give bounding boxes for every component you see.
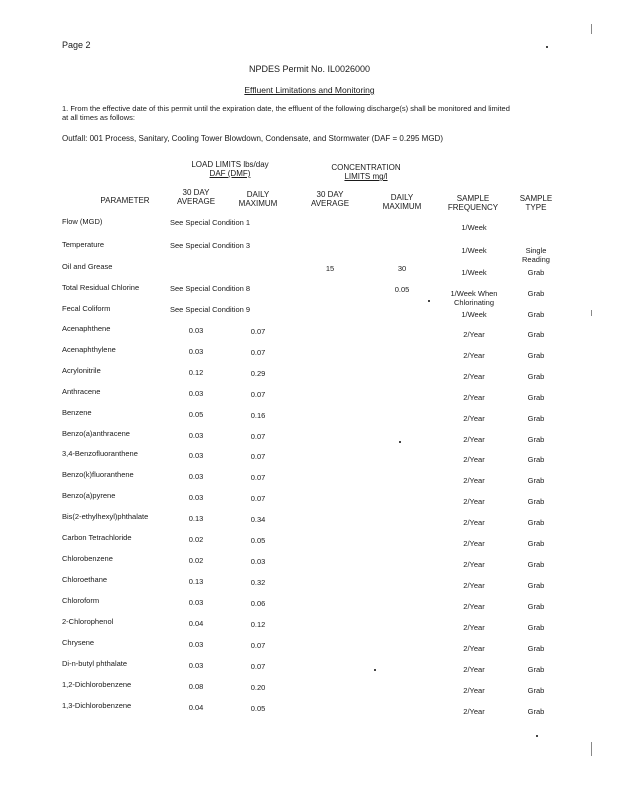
sample-frequency: 1/Week [461, 246, 487, 255]
load-30day-average: 0.02 [188, 535, 204, 544]
parameter-name: Di-n-butyl phthalate [62, 659, 128, 668]
sample-frequency: 2/Year [463, 455, 485, 464]
header-conc-daily-maximum: DAILY MAXIMUM [382, 193, 422, 211]
sample-frequency: 2/Year [463, 581, 485, 590]
header-sample-type: SAMPLE TYPE [519, 194, 553, 212]
sample-frequency: 2/Year [463, 330, 485, 339]
load-30day-average: 0.03 [188, 661, 204, 670]
load-30day-average: 0.03 [188, 640, 204, 649]
load-daily-maximum: 0.07 [250, 348, 266, 357]
sample-frequency: 2/Year [463, 707, 485, 716]
parameter-name: Oil and Grease [62, 262, 113, 271]
sample-type: Grab [527, 707, 545, 716]
header-parameter: PARAMETER [100, 196, 150, 205]
sample-type: Grab [527, 393, 545, 402]
parameter-name: 1,2-Dichlorobenzene [62, 680, 132, 689]
load-daily-maximum: 0.32 [250, 578, 266, 587]
concentration-limits-title: CONCENTRATION [331, 163, 401, 172]
sample-type: Grab [527, 435, 545, 444]
sample-type: Grab [527, 623, 545, 632]
parameter-name: Flow (MGD) [62, 217, 103, 226]
load-30day-average: 0.03 [188, 431, 204, 440]
load-daily-maximum: 0.07 [250, 432, 266, 441]
sample-type: Grab [527, 686, 545, 695]
sample-type: Grab [527, 455, 545, 464]
special-condition-note: See Special Condition 8 [170, 284, 251, 293]
sample-type: Single Reading [522, 246, 550, 264]
load-daily-maximum: 0.07 [250, 327, 266, 336]
sample-frequency: 2/Year [463, 665, 485, 674]
load-30day-average: 0.05 [188, 410, 204, 419]
sample-type: Grab [527, 330, 545, 339]
sample-type: Grab [527, 414, 545, 423]
sample-frequency: 2/Year [463, 623, 485, 632]
parameter-name: Chrysene [62, 638, 95, 647]
sample-frequency: 2/Year [463, 351, 485, 360]
sample-type: Grab [527, 497, 545, 506]
sample-frequency: 1/Week [461, 223, 487, 232]
scan-speck [536, 735, 538, 737]
section-title: Effluent Limitations and Monitoring [244, 85, 375, 95]
parameter-name: Total Residual Chlorine [62, 283, 140, 292]
conc-30day-average: 15 [325, 264, 335, 273]
scan-speck [546, 46, 548, 48]
concentration-limits-subtitle: LIMITS mg/l [344, 172, 388, 181]
parameter-name: Acrylonitrile [62, 366, 101, 375]
load-daily-maximum: 0.29 [250, 369, 266, 378]
scan-edge-mark [591, 24, 592, 34]
parameter-name: Carbon Tetrachloride [62, 533, 132, 542]
sample-frequency: 1/Week [461, 268, 487, 277]
load-daily-maximum: 0.07 [250, 452, 266, 461]
load-daily-maximum: 0.03 [250, 557, 266, 566]
load-30day-average: 0.03 [188, 451, 204, 460]
load-daily-maximum: 0.05 [250, 704, 266, 713]
special-condition-note: See Special Condition 1 [170, 218, 251, 227]
load-daily-maximum: 0.07 [250, 641, 266, 650]
sample-frequency: 2/Year [463, 686, 485, 695]
load-30day-average: 0.13 [188, 514, 204, 523]
sample-type: Grab [527, 351, 545, 360]
load-30day-average: 0.08 [188, 682, 204, 691]
load-daily-maximum: 0.07 [250, 662, 266, 671]
scan-speck [399, 441, 401, 443]
load-daily-maximum: 0.16 [250, 411, 266, 420]
sample-type: Grab [527, 665, 545, 674]
sample-frequency: 2/Year [463, 393, 485, 402]
sample-type: Grab [527, 602, 545, 611]
load-limits-subtitle: DAF (DMF) [209, 169, 251, 178]
sample-frequency: 2/Year [463, 602, 485, 611]
load-daily-maximum: 0.20 [250, 683, 266, 692]
sample-frequency: 2/Year [463, 560, 485, 569]
sample-frequency: 2/Year [463, 435, 485, 444]
sample-frequency: 2/Year [463, 476, 485, 485]
load-daily-maximum: 0.06 [250, 599, 266, 608]
sample-type: Grab [527, 560, 545, 569]
sample-type: Grab [527, 372, 545, 381]
header-sample-frequency: SAMPLE FREQUENCY [447, 194, 499, 212]
load-30day-average: 0.03 [188, 493, 204, 502]
sample-type: Grab [527, 644, 545, 653]
sample-type: Grab [527, 476, 545, 485]
scan-edge-mark [591, 310, 592, 316]
header-load-daily-maximum: DAILY MAXIMUM [238, 190, 278, 208]
sample-frequency: 1/Week When Chlorinating [450, 289, 498, 307]
page-label: Page 2 [62, 40, 91, 50]
scan-edge-mark [591, 742, 592, 756]
conc-daily-maximum: 30 [397, 264, 407, 273]
parameter-name: Anthracene [62, 387, 101, 396]
sample-frequency: 2/Year [463, 414, 485, 423]
parameter-name: Benzo(k)fluoranthene [62, 470, 134, 479]
parameter-name: Temperature [62, 240, 105, 249]
parameter-name: Chloroethane [62, 575, 108, 584]
scan-speck [374, 669, 376, 671]
load-30day-average: 0.13 [188, 577, 204, 586]
concentration-limits-header [318, 163, 414, 181]
load-daily-maximum: 0.07 [250, 473, 266, 482]
intro-text-line2: at all times as follows: [62, 113, 135, 122]
load-30day-average: 0.12 [188, 368, 204, 377]
sample-type: Grab [527, 268, 545, 277]
load-daily-maximum: 0.12 [250, 620, 266, 629]
special-condition-note: See Special Condition 3 [170, 241, 251, 250]
conc-daily-maximum: 0.05 [394, 285, 410, 294]
load-30day-average: 0.03 [188, 326, 204, 335]
outfall-description: Outfall: 001 Process, Sanitary, Cooling Tower Blowdown, Condensate, and Stormwater (DAF = 0.295 MGD) [62, 134, 443, 143]
sample-type: Grab [527, 310, 545, 319]
parameter-name: Benzene [62, 408, 92, 417]
load-30day-average: 0.03 [188, 389, 204, 398]
parameter-name: Benzo(a)pyrene [62, 491, 116, 500]
parameter-name: Acenaphthene [62, 324, 111, 333]
load-daily-maximum: 0.05 [250, 536, 266, 545]
sample-frequency: 2/Year [463, 644, 485, 653]
sample-type: Grab [527, 289, 545, 298]
parameter-name: Benzo(a)anthracene [62, 429, 130, 438]
load-30day-average: 0.03 [188, 347, 204, 356]
sample-frequency: 1/Week [461, 310, 487, 319]
parameter-name: Chlorobenzene [62, 554, 113, 563]
special-condition-note: See Special Condition 9 [170, 305, 251, 314]
sample-type: Grab [527, 539, 545, 548]
parameter-name: Acenaphthylene [62, 345, 116, 354]
load-limits-header [178, 160, 282, 178]
load-daily-maximum: 0.07 [250, 494, 266, 503]
sample-type: Grab [527, 518, 545, 527]
parameter-name: Chloroform [62, 596, 100, 605]
sample-type: Grab [527, 581, 545, 590]
load-daily-maximum: 0.34 [250, 515, 266, 524]
load-30day-average: 0.04 [188, 703, 204, 712]
parameter-name: Bis(2-ethylhexyl)phthalate [62, 512, 149, 521]
sample-frequency: 2/Year [463, 518, 485, 527]
parameter-name: 1,3-Dichlorobenzene [62, 701, 132, 710]
permit-number: NPDES Permit No. IL0026000 [248, 64, 371, 74]
sample-frequency: 2/Year [463, 372, 485, 381]
load-30day-average: 0.03 [188, 598, 204, 607]
parameter-name: Fecal Coliform [62, 304, 111, 313]
sample-frequency: 2/Year [463, 497, 485, 506]
header-conc-30day-average: 30 DAY AVERAGE [310, 190, 350, 208]
intro-text-line1: 1. From the effective date of this permit until the expiration date, the effluent of the following discharge(s) shall be monitored and limited [62, 104, 510, 113]
header-load-30day-average: 30 DAY AVERAGE [176, 188, 216, 206]
load-daily-maximum: 0.07 [250, 390, 266, 399]
parameter-name: 2-Chlorophenol [62, 617, 114, 626]
load-30day-average: 0.02 [188, 556, 204, 565]
load-limits-title: LOAD LIMITS lbs/day [191, 160, 269, 169]
parameter-name: 3,4-Benzofluoranthene [62, 449, 138, 458]
load-30day-average: 0.04 [188, 619, 204, 628]
load-30day-average: 0.03 [188, 472, 204, 481]
scan-speck [428, 300, 430, 302]
sample-frequency: 2/Year [463, 539, 485, 548]
